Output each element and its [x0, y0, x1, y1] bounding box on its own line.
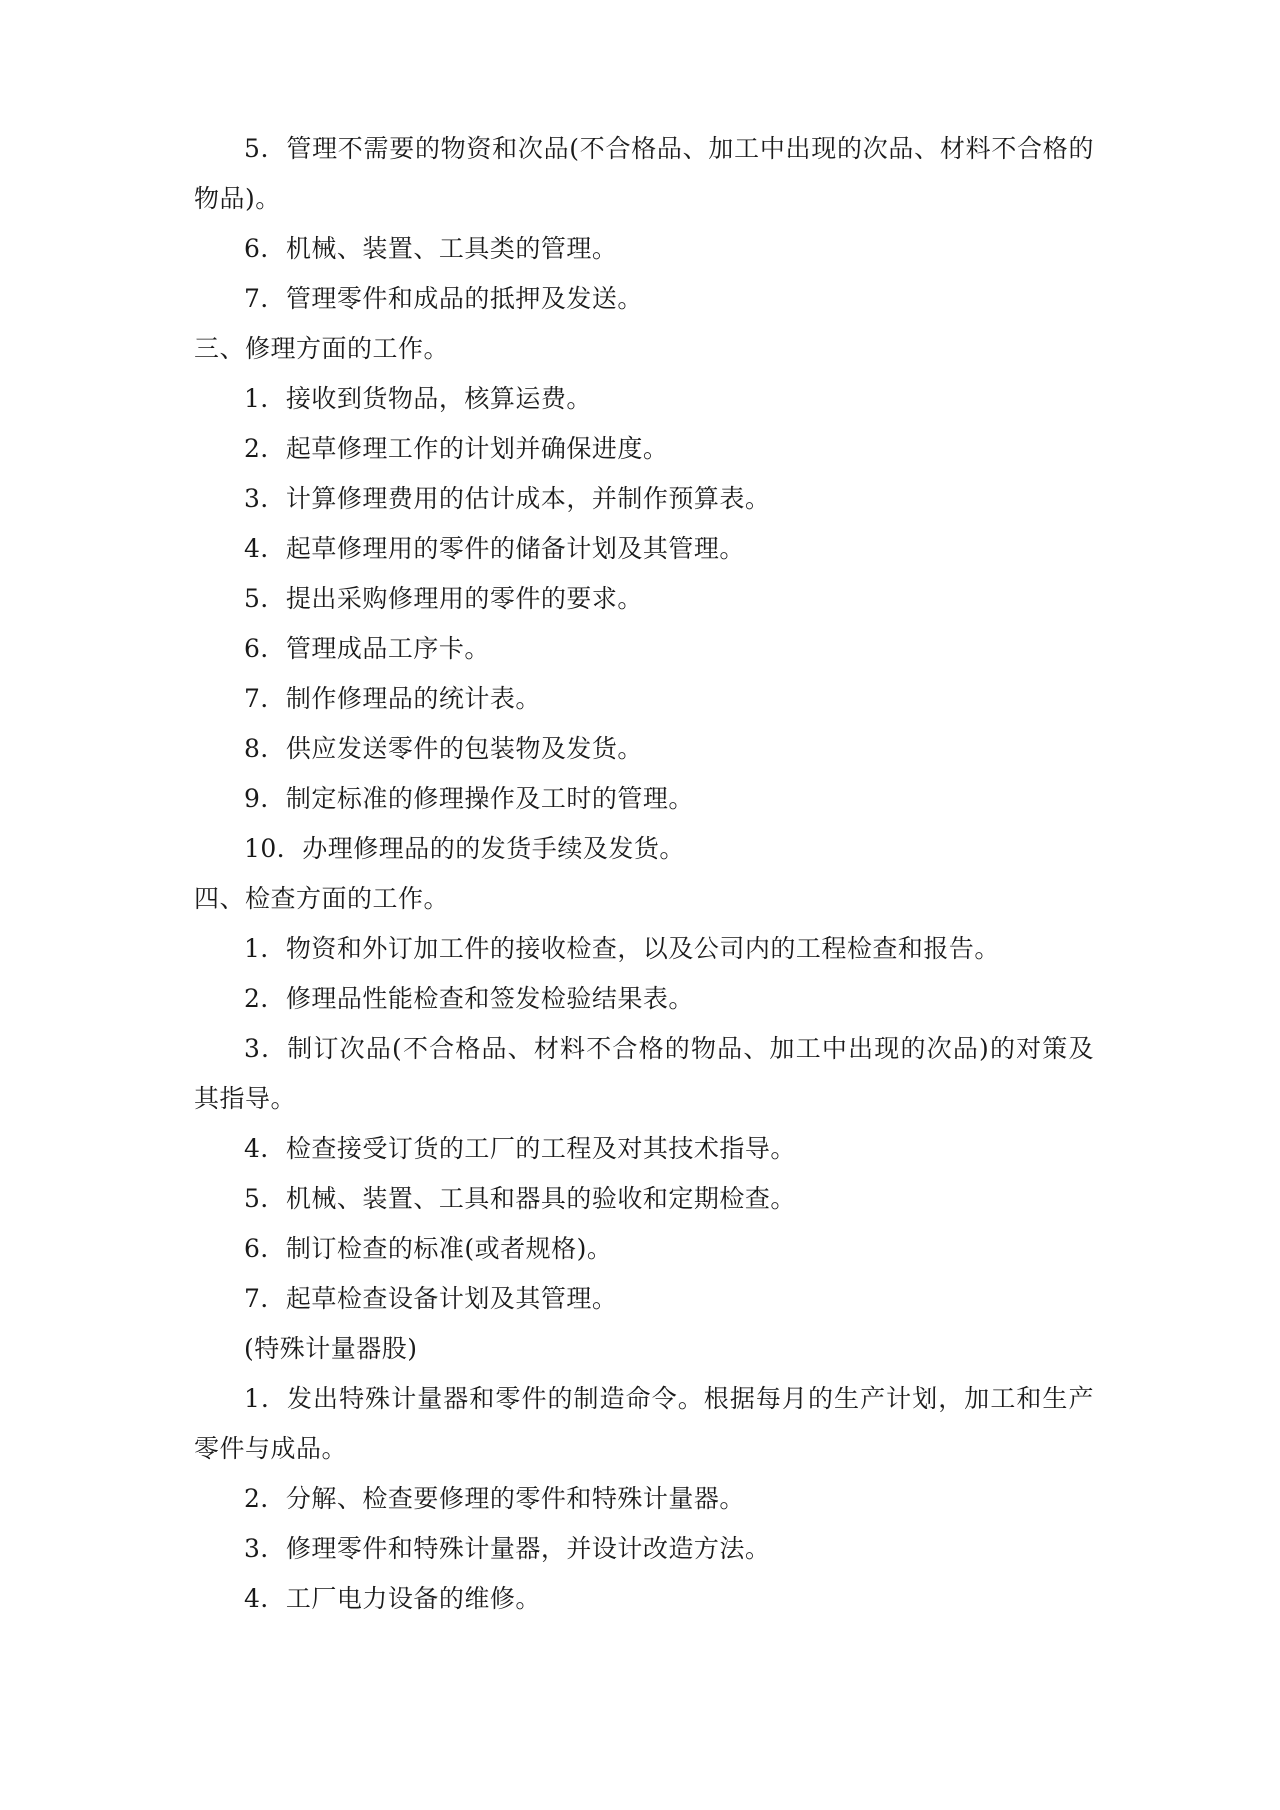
section-heading-repair: 三、修理方面的工作。 — [194, 334, 450, 363]
list-item: 1．发出特殊计量器和零件的制造命令。根据每月的生产计划，加工和生产零件与成品。 — [194, 1384, 1094, 1463]
list-item: 8．供应发送零件的包装物及发货。 — [244, 734, 643, 763]
list-item: 7．起草检查设备计划及其管理。 — [244, 1284, 618, 1313]
list-item: 5．管理不需要的物资和次品(不合格品、加工中出现的次品、材料不合格的物品)。 — [194, 134, 1094, 213]
list-item: 4．工厂电力设备的维修。 — [244, 1584, 541, 1613]
list-item: 5．提出采购修理用的零件的要求。 — [244, 584, 643, 613]
list-item: 7．制作修理品的统计表。 — [244, 684, 541, 713]
list-item: 6．机械、装置、工具类的管理。 — [244, 234, 618, 263]
list-item: 1．接收到货物品，核算运费。 — [244, 384, 592, 413]
list-item: 10．办理修理品的的发货手续及发货。 — [244, 834, 685, 863]
list-item: 2．起草修理工作的计划并确保进度。 — [244, 434, 669, 463]
list-item: 3．计算修理费用的估计成本，并制作预算表。 — [244, 484, 771, 513]
list-item: 1．物资和外订加工件的接收检查，以及公司内的工程检查和报告。 — [244, 934, 1000, 963]
document-body — [194, 124, 1094, 1624]
list-item: 6．制订检查的标准(或者规格)。 — [244, 1234, 613, 1263]
list-item: 2．修理品性能检查和签发检验结果表。 — [244, 984, 694, 1013]
list-item: 4．检查接受订货的工厂的工程及对其技术指导。 — [244, 1134, 796, 1163]
list-item: 2．分解、检查要修理的零件和特殊计量器。 — [244, 1484, 745, 1513]
list-item: 5．机械、装置、工具和器具的验收和定期检查。 — [244, 1184, 796, 1213]
section-heading-inspection: 四、检查方面的工作。 — [194, 884, 450, 913]
list-item: 3．修理零件和特殊计量器，并设计改造方法。 — [244, 1534, 771, 1563]
list-item: 4．起草修理用的零件的储备计划及其管理。 — [244, 534, 745, 563]
subsection-heading-gauge: (特殊计量器股) — [244, 1334, 418, 1363]
list-item: 7．管理零件和成品的抵押及发送。 — [244, 284, 643, 313]
list-item: 3．制订次品(不合格品、材料不合格的物品、加工中出现的次品)的对策及其指导。 — [194, 1034, 1094, 1113]
list-item: 9．制定标准的修理操作及工时的管理。 — [244, 784, 694, 813]
list-item: 6．管理成品工序卡。 — [244, 634, 490, 663]
